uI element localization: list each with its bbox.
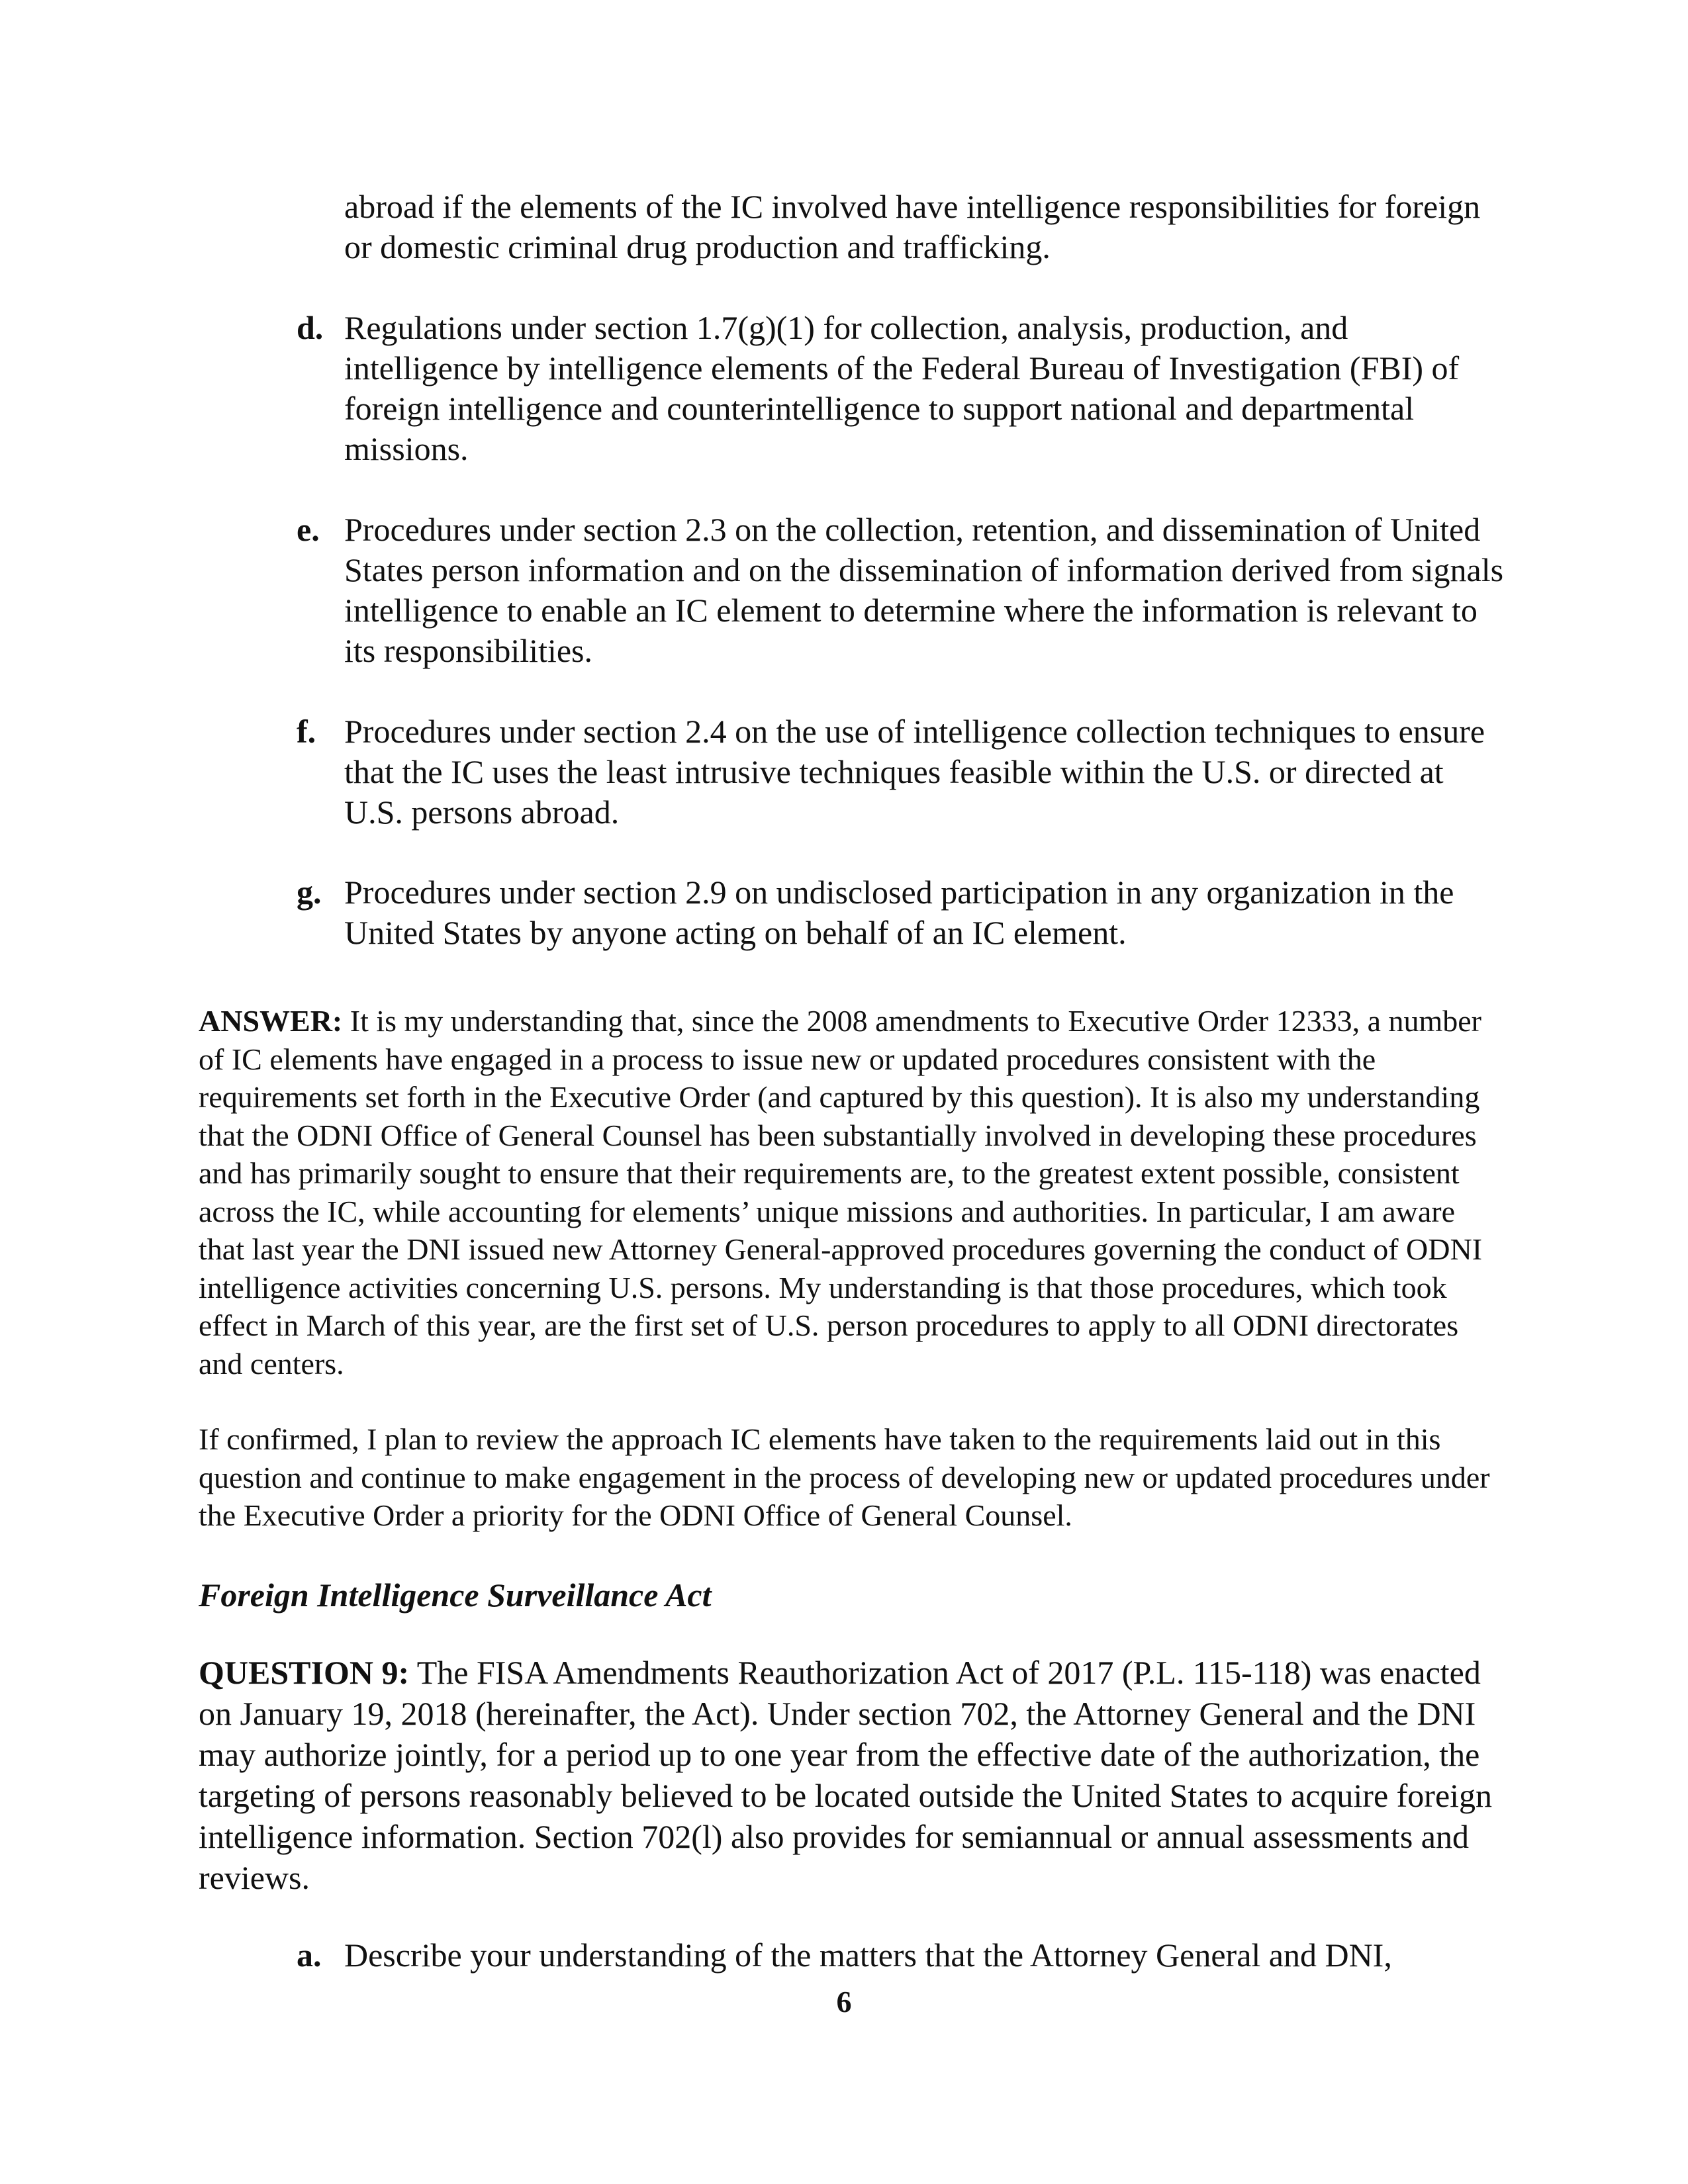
question-text: The FISA Amendments Reauthorization Act of 2017 (P.L. 115-118) was enacted on January 19, 2018 (hereinafter, the Act). Under section 702, the Attorney General and the DNI may authorize jointly, for a period up to one year from the effective date of the authorization, the targeting of persons reasonably believed to be located outside the United States to acquire foreign intelligence information. Section 702(l) also provides for semiannual or annual assessments and reviews. [199, 1654, 1493, 1896]
list-item-f [297, 711, 1509, 833]
answer-label: ANSWER: [199, 1004, 343, 1038]
list-item-g [297, 872, 1509, 953]
list-item-e [297, 510, 1509, 671]
answer-followup-paragraph: If confirmed, I plan to review the approach IC elements have taken to the requirements laid out in this question and continue to make engagement in the process of developing new or updated procedures under the Executive Order a priority for the ODNI Office of General Counsel. [199, 1422, 1490, 1532]
list-item-letter: d. [297, 309, 324, 346]
question-paragraph [199, 1652, 1496, 1898]
page-number: 6 [836, 1985, 852, 2019]
list-item-text: Procedures under section 2.4 on the use of intelligence collection techniques to ensure that the IC uses the least intrusive techniques feasible within the U.S. or directed at U.S. persons abroad. [344, 713, 1485, 831]
answer-text: It is my understanding that, since the 2008 amendments to Executive Order 12333, a number of IC elements have engaged in a process to issue new or updated procedures consistent with the requirements set forth in the Executive Order (and captured by this question). It is also my understanding that the ODNI Office of General Counsel has been substantially involved in developing these procedures and has primarily sought to ensure that their requirements are, to the greatest extent possible, consistent across the IC, while accounting for elements’ unique missions and authorities. In particular, I am aware that last year the DNI issued new Attorney General-approved procedures governing the conduct of ODNI intelligence activities concerning U.S. persons. My understanding is that those procedures, which took effect in March of this year, are the first set of U.S. person procedures to apply to all ODNI directorates and centers. [199, 1004, 1483, 1381]
continuation-paragraph: abroad if the elements of the IC involved have intelligence responsibilities for foreign or domestic criminal drug production and trafficking. [344, 188, 1481, 265]
list-item-letter: g. [297, 874, 322, 911]
list-item-text: Regulations under section 1.7(g)(1) for collection, analysis, production, and intelligence by intelligence elements of the Federal Bureau of Investigation (FBI) of foreign intelligence and counterintelligence to support national and departmental missions. [344, 309, 1460, 467]
section-heading: Foreign Intelligence Surveillance Act [199, 1576, 712, 1614]
list-item-text: Describe your understanding of the matters that the Attorney General and DNI, [344, 1936, 1392, 1974]
question-item-a [297, 1935, 1509, 1976]
list-item-text: Procedures under section 2.3 on the collection, retention, and dissemination of United States person information and on the dissemination of information derived from signals intelligence to enable an IC element to determine where the information is relevant to its responsibilities. [344, 511, 1504, 669]
question-label: QUESTION 9: [199, 1654, 410, 1691]
list-item-letter: a. [297, 1936, 322, 1974]
list-item-letter: e. [297, 511, 320, 548]
list-item-text: Procedures under section 2.9 on undisclosed participation in any organization in the United States by anyone acting on behalf of an IC element. [344, 874, 1454, 951]
answer-paragraph [199, 1002, 1496, 1383]
list-item-d [297, 308, 1509, 469]
list-item-letter: f. [297, 713, 316, 750]
